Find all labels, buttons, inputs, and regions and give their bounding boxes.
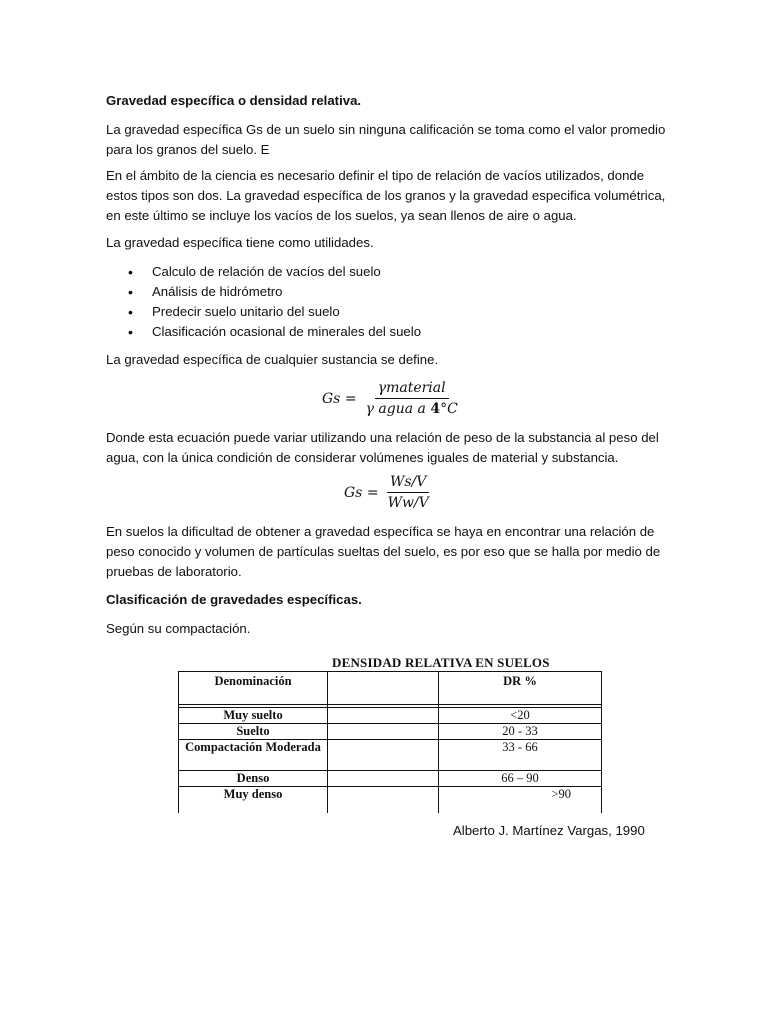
row-dr: 20 - 33 — [439, 724, 602, 740]
table-row — [179, 724, 602, 740]
table-row — [179, 787, 602, 814]
paragraph-gs-definition: La gravedad específica Gs de un suelo sin ninguna calificación se toma como el valor promedio para los granos del suelo. E — [106, 122, 666, 157]
row-dr: 66 – 90 — [439, 771, 602, 787]
list-item: • Análisis de hidrómetro — [106, 282, 421, 302]
equation-den-text: γ agua a — [365, 401, 431, 417]
list-item: • Clasificación ocasional de minerales del suelo — [106, 322, 421, 342]
equation-den-unit: °C — [440, 401, 458, 417]
row-name: Denso — [179, 771, 328, 787]
list-item: • Calculo de relación de vacíos del suelo — [106, 262, 421, 282]
paragraph-void-ratio: En el ámbito de la ciencia es necesario definir el tipo de relación de vacíos utilizados, donde estos tipos son dos. La gravedad específica de los granos y la gravedad especifica volumétrica, en este último se incluye los vacíos de los suelos, ya sean llenos de aire o agua. — [106, 168, 666, 223]
citation: Alberto J. Martínez Vargas, 1990 — [453, 823, 645, 838]
table-header-row — [179, 672, 602, 705]
equation-lhs: Gs = — [344, 484, 379, 501]
utilities-list — [106, 262, 421, 342]
row-name: Suelto — [179, 724, 328, 740]
list-item: • Predecir suelo unitario del suelo — [106, 302, 421, 322]
equation-numerator: γmaterial — [375, 379, 449, 399]
header-denominacion: Denominación — [179, 672, 328, 705]
paragraph-equation-variation: Donde esta ecuación puede variar utilizando una relación de peso de la substancia al peso del agua, con la única condición de considerar volúmenes iguales de material y substancia. — [106, 430, 659, 465]
equation-lhs: Gs = — [322, 390, 357, 407]
equation-gs-material — [322, 379, 461, 418]
row-dr: >90 — [439, 787, 602, 814]
table-title: DENSIDAD RELATIVA EN SUELOS — [332, 655, 550, 670]
row-name: Muy denso — [179, 787, 328, 814]
paragraph-utilities: La gravedad específica tiene como utilidades. — [106, 235, 374, 250]
paragraph-definition-intro: La gravedad específica de cualquier sustancia se define. — [106, 352, 439, 367]
equation-den-temp: 4 — [430, 401, 441, 417]
table-row — [179, 771, 602, 787]
equation-fraction — [363, 379, 461, 418]
relative-density-table — [178, 671, 602, 813]
paragraph-laboratory: En suelos la dificultad de obtener a gravedad específica se haya en encontrar una relación de peso conocido y volumen de partículas sueltas del suelo, es por eso que se halla por medio de pruebas de laboratorio. — [106, 524, 661, 579]
section-heading: Gravedad específica o densidad relativa. — [106, 93, 362, 108]
classification-heading: Clasificación de gravedades específicas. — [106, 592, 362, 607]
equation-fraction — [385, 473, 432, 512]
equation-numerator: Ws/V — [387, 473, 429, 493]
table-row — [179, 708, 602, 724]
row-dr: <20 — [439, 708, 602, 724]
table-row — [179, 740, 602, 771]
row-dr: 33 - 66 — [439, 740, 602, 771]
equation-denominator — [363, 399, 461, 418]
header-dr: DR % — [439, 672, 602, 705]
row-name: Compactación Moderada — [179, 740, 328, 771]
row-name: Muy suelto — [179, 708, 328, 724]
equation-gs-weights — [344, 473, 432, 512]
header-empty — [328, 672, 439, 705]
compaction-subheading: Según su compactación. — [106, 621, 251, 636]
equation-denominator: Ww/V — [387, 495, 429, 511]
